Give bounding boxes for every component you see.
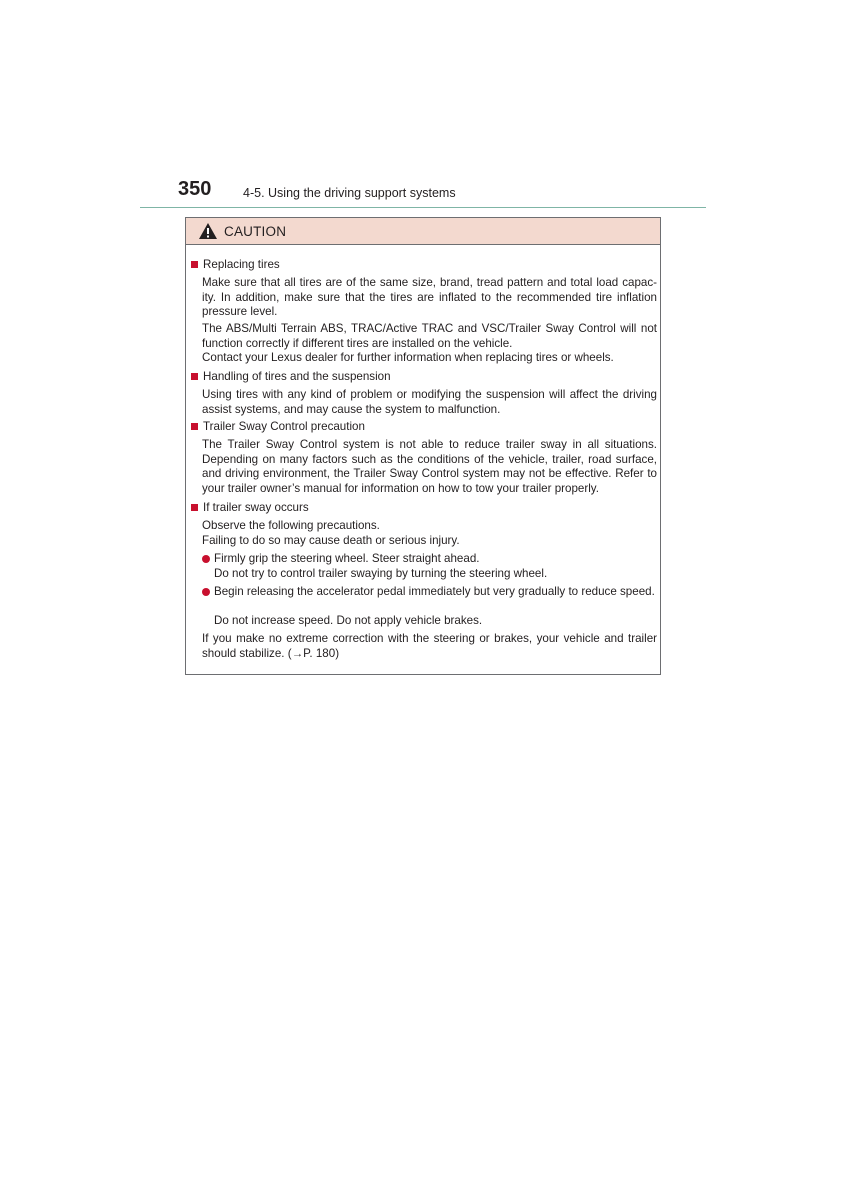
red-square-bullet-icon	[191, 423, 198, 430]
section-heading-trailer-sway-occurs	[191, 501, 309, 514]
caution-label: CAUTION	[224, 223, 287, 239]
paragraph: Contact your Lexus dealer for further information when replacing tires or wheels.	[202, 351, 614, 364]
heading-text: Handling of tires and the suspension	[203, 370, 391, 383]
page-number: 350	[178, 178, 212, 200]
heading-text: Trailer Sway Control precaution	[203, 420, 365, 433]
paragraph: Make sure that all tires are of the same size, brand, tread pattern and total load capac-ity. In addition, make sure that the tires are inflated to the recommended tire inflation pressure level.	[202, 276, 657, 319]
header-divider	[140, 207, 706, 208]
section-heading-replacing-tires	[191, 258, 280, 271]
paragraph: The ABS/Multi Terrain ABS, TRAC/Active TRAC and VSC/Trailer Sway Control will not function correctly if different tires are installed on the vehicle.	[202, 322, 657, 350]
heading-text: If trailer sway occurs	[203, 501, 309, 514]
paragraph: Using tires with any kind of problem or modifying the suspension will affect the driving assist systems, and may cause the system to malfunction.	[202, 388, 657, 416]
paragraph: If you make no extreme correction with the steering or brakes, your vehicle and trailer should stabilize. (→P. 180)	[202, 632, 657, 660]
caution-box	[185, 217, 661, 675]
paragraph: The Trailer Sway Control system is not able to reduce trailer sway in all situations. Depending on many factors such as the conditions of the vehicle, trailer, road surface, and driving environment, the Trailer Sway Control system may not be effective. Refer to your trailer owner’s manual for information on how to tow your trailer properly.	[202, 438, 657, 495]
paragraph: Observe the following precautions.	[202, 519, 380, 532]
red-dot-bullet-icon	[202, 588, 210, 596]
list-item	[202, 585, 657, 630]
caution-header	[186, 218, 660, 245]
bullet-text: Do not try to control trailer swaying by turning the steering wheel.	[214, 567, 548, 580]
paragraph: Failing to do so may cause death or serious injury.	[202, 534, 460, 547]
bullet-text: Do not increase speed. Do not apply vehicle brakes.	[214, 614, 483, 627]
section-heading-handling-tires	[191, 370, 391, 383]
bullet-text: Begin releasing the accelerator pedal immediately but very gradually to reduce speed.	[214, 585, 655, 598]
list-item	[202, 552, 657, 582]
red-dot-bullet-icon	[202, 555, 210, 563]
section-heading-trailer-sway-precaution	[191, 420, 365, 433]
red-square-bullet-icon	[191, 373, 198, 380]
heading-text: Replacing tires	[203, 258, 280, 271]
red-square-bullet-icon	[191, 261, 198, 268]
bullet-text: Firmly grip the steering wheel. Steer straight ahead.	[214, 552, 480, 565]
red-square-bullet-icon	[191, 504, 198, 511]
warning-triangle-icon	[198, 222, 218, 240]
section-title: 4-5. Using the driving support systems	[243, 186, 456, 200]
